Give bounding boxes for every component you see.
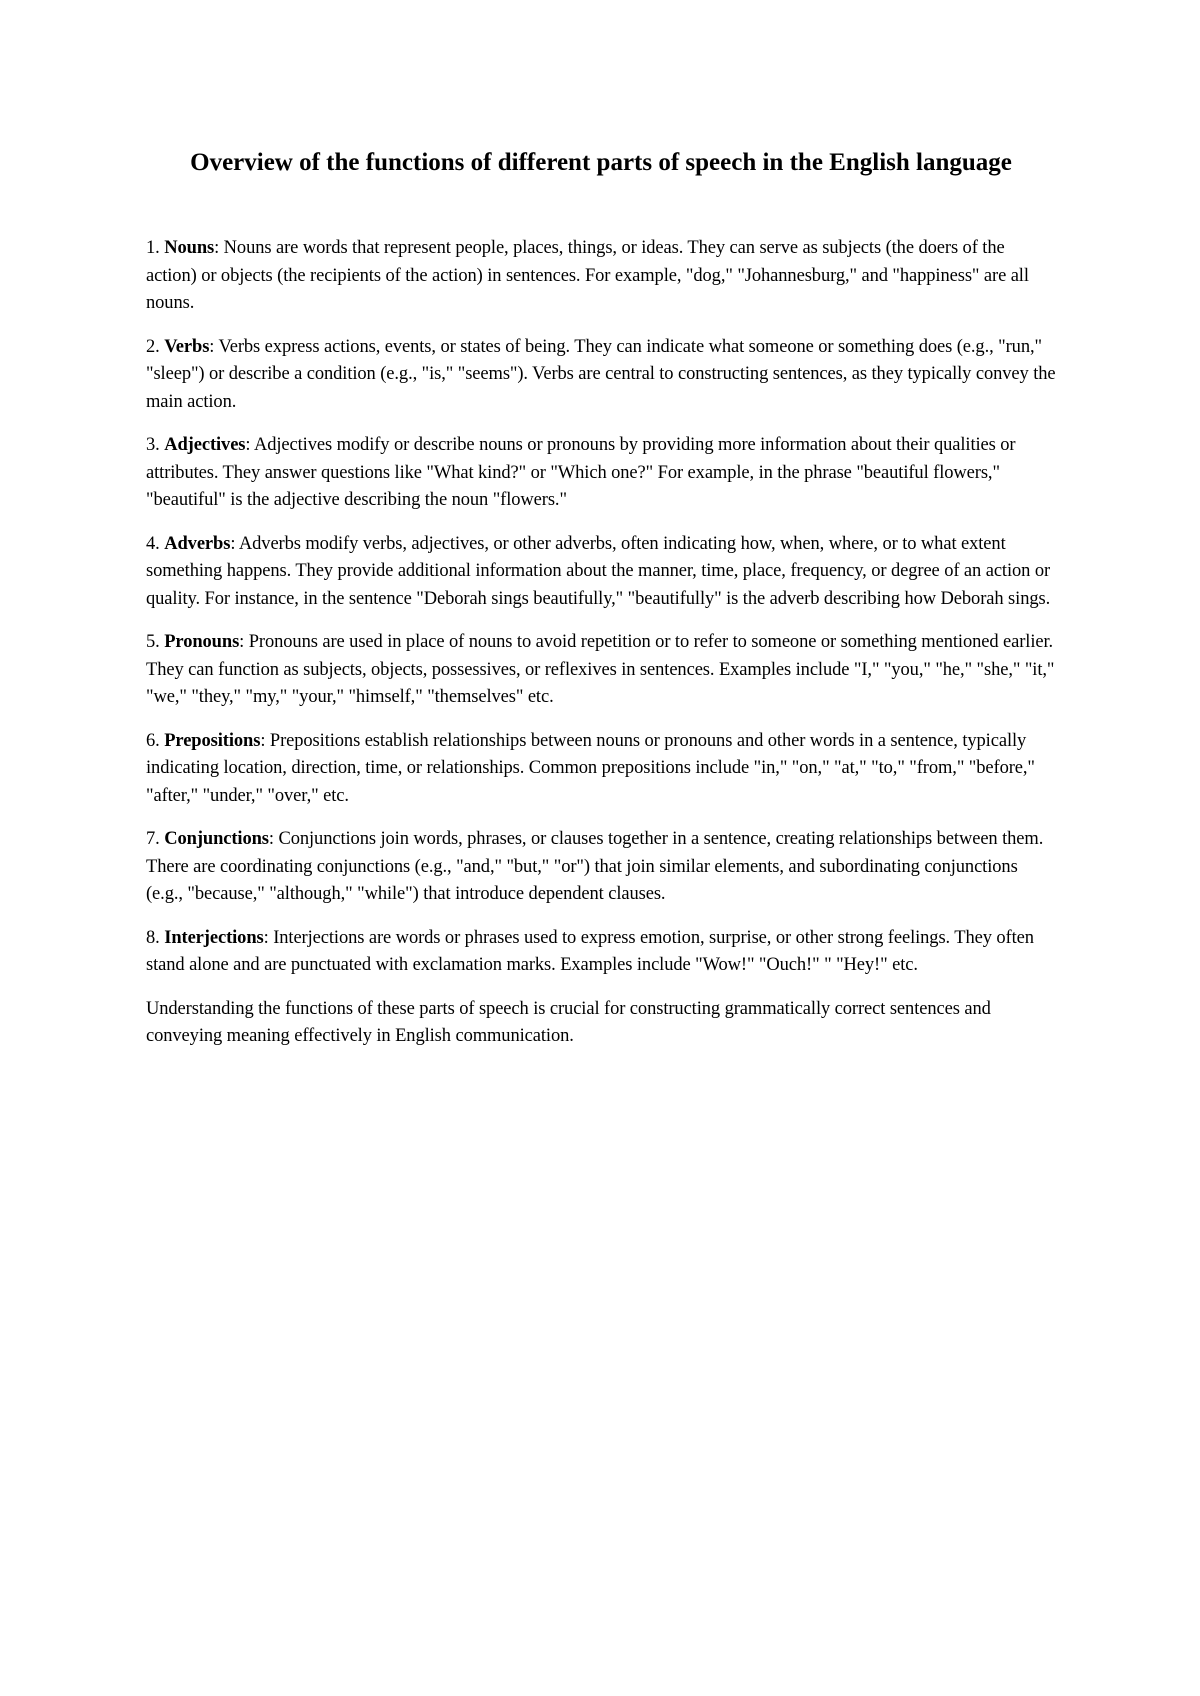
item-term: Nouns	[164, 238, 215, 258]
list-item-nouns	[146, 235, 1056, 318]
item-text: : Interjections are words or phrases used to express emotion, surprise, or other strong feelings. They often stand alone and are punctuated with exclamation marks. Examples include "Wow!" "Ouch!" " "Hey!" etc.	[146, 927, 1034, 975]
conclusion-paragraph: Understanding the functions of these parts of speech is crucial for constructing grammatically correct sentences and conveying meaning effectively in English communication.	[146, 998, 991, 1046]
item-term: Conjunctions	[164, 829, 269, 849]
item-term: Adjectives	[164, 435, 246, 455]
document-title: Overview of the functions of different parts of speech in the English language	[190, 149, 1012, 176]
list-item-prepositions	[146, 728, 1056, 811]
item-number: 4.	[146, 533, 160, 554]
item-term: Pronouns	[164, 632, 240, 652]
item-number: 8.	[146, 927, 160, 948]
item-term: Prepositions	[164, 730, 261, 751]
list-item-adverbs	[146, 531, 1056, 614]
list-item-conjunctions	[146, 826, 1056, 909]
item-text: : Conjunctions join words, phrases, or clauses together in a sentence, creating relationships between them. There are coordinating conjunctions (e.g., "and," "but," "or") that join similar elements, and subordinating conjunctions (e.g., "because," "although," "while") that introduce dependent clauses.	[146, 829, 1044, 904]
item-number: 2.	[146, 336, 160, 357]
item-number: 1.	[146, 238, 160, 258]
item-term: Interjections	[164, 927, 264, 948]
item-number: 3.	[146, 435, 160, 455]
list-item-adjectives	[146, 432, 1056, 515]
item-term: Adverbs	[164, 533, 231, 554]
document-body	[146, 145, 1056, 1067]
item-text: : Pronouns are used in place of nouns to avoid repetition or to refer to someone or something mentioned earlier. They can function as subjects, objects, possessives, or reflexives in sentences. Examples include "I," "you," "he," "she," "it," "we," "they," "my," "your," "himself," "themselves" etc.	[146, 632, 1055, 707]
list-item-interjections	[146, 925, 1056, 980]
item-text: : Prepositions establish relationships between nouns or pronouns and other words in a sentence, typically indicating location, direction, time, or relationships. Common prepositions include "in," "on," "at," "to," "from," "before," "after," "under," "over," etc.	[146, 730, 1035, 806]
item-term: Verbs	[164, 336, 210, 357]
item-text: : Adverbs modify verbs, adjectives, or other adverbs, often indicating how, when, where, or to what extent something happens. They provide additional information about the manner, time, place, frequency, or degree of an action or quality. For instance, in the sentence "Deborah sings beautifully," "beautifully" is the adverb describing how Deborah sings.	[146, 533, 1051, 609]
item-number: 5.	[146, 632, 160, 652]
item-number: 6.	[146, 730, 160, 751]
list-item-verbs	[146, 334, 1056, 417]
item-text: : Adjectives modify or describe nouns or pronouns by providing more information about their qualities or attributes. They answer questions like "What kind?" or "Which one?" For example, in the phrase "beautiful flowers," "beautiful" is the adjective describing the noun "flowers."	[146, 435, 1016, 510]
list-item-pronouns	[146, 629, 1056, 712]
item-text: : Verbs express actions, events, or states of being. They can indicate what someone or something does (e.g., "run," "sleep") or describe a condition (e.g., "is," "seems"). Verbs are central to constructing sentences, as they typically convey the main action.	[146, 336, 1056, 412]
item-number: 7.	[146, 829, 160, 849]
item-text: : Nouns are words that represent people, places, things, or ideas. They can serve as subjects (the doers of the action) or objects (the recipients of the action) in sentences. For example, "dog," "Johannesburg," and "happiness" are all nouns.	[146, 238, 1029, 313]
